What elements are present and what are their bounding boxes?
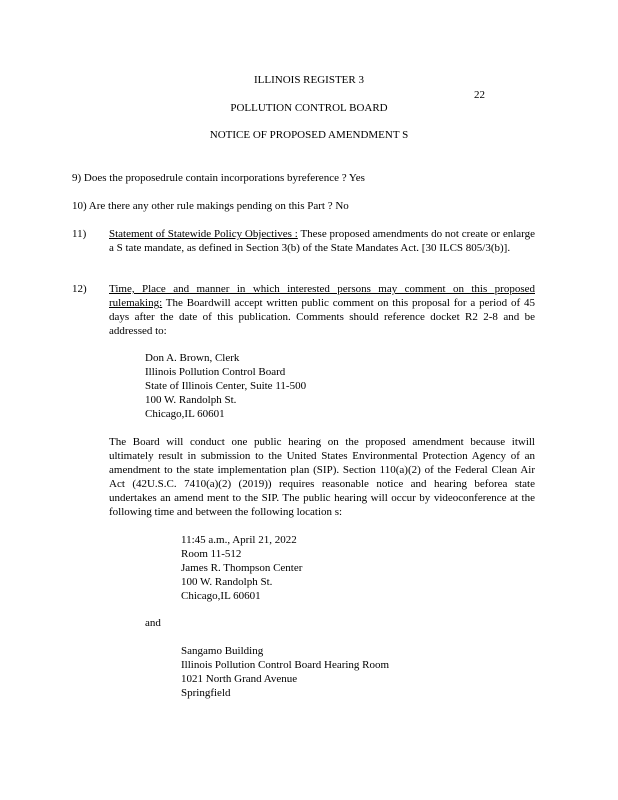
- location-line: Springfield: [181, 687, 231, 699]
- item-9-question: 9) Does the proposedrule contain incorporations byreference ? Yes: [72, 172, 365, 184]
- hearing-paragraph: The Board will conduct one public hearing on the proposed amendment because itwill ultimately result in submission to the United States Environmental Protection Agency of an amendment to the state implementation plan (SIP). Section 110(a)(2) of the Federal Clean Air Act (42U.S.C. 7410(a)(2) (2019)) requires reasonable notice and hearing beforea state undertakes an amend ment to the SIP. The public hearing will occur by videoconference at the following time and between the following location s:: [109, 436, 535, 518]
- clerk-address-block: [145, 351, 306, 421]
- address-line: Illinois Pollution Control Board: [145, 366, 286, 378]
- item-12-heading: Time, Place and manner in which interested persons may comment on this proposed rulemaking:: [109, 283, 535, 309]
- item-11-body: These proposed amendments do not create or enlarge a S tate mandate, as defined in Section 3(b) of the State Mandates Act. [30 ILCS 805/3(b)].: [109, 228, 535, 254]
- address-line: Don A. Brown, Clerk: [145, 352, 240, 364]
- item-12-number: 12): [72, 283, 87, 295]
- notice-title: NOTICE OF PROPOSED AMENDMENT S: [209, 129, 409, 141]
- item-10-question: 10) Are there any other rule makings pending on this Part ? No: [72, 200, 349, 212]
- location-line: 100 W. Randolph St.: [181, 576, 273, 588]
- location-line: 1021 North Grand Avenue: [181, 673, 298, 685]
- location-line: Sangamo Building: [181, 645, 264, 657]
- item-12-body: The Boardwill accept written public comment on this proposal for a period of 45 days after the date of this publication. Comments should reference docket R2 2-8 and be addressed to:: [109, 297, 535, 337]
- hearing-location-chicago: [181, 533, 302, 603]
- address-line: State of Illinois Center, Suite 11-500: [145, 380, 307, 392]
- board-title: POLLUTION CONTROL BOARD: [230, 102, 388, 114]
- register-title: ILLINOIS REGISTER 3: [254, 74, 364, 86]
- page-number: 22: [474, 89, 485, 101]
- location-line: 11:45 a.m., April 21, 2022: [181, 534, 297, 546]
- item-11-heading: Statement of Statewide Policy Objectives :: [109, 228, 298, 240]
- item-11-paragraph: [109, 227, 535, 255]
- and-connector: and: [145, 617, 161, 629]
- location-line: Chicago,IL 60601: [181, 590, 261, 602]
- item-12-paragraph: [109, 282, 535, 338]
- location-line: Illinois Pollution Control Board Hearing Room: [181, 659, 390, 671]
- hearing-location-springfield: [181, 644, 389, 700]
- location-line: James R. Thompson Center: [181, 562, 303, 574]
- location-line: Room 11-512: [181, 548, 242, 560]
- address-line: Chicago,IL 60601: [145, 408, 225, 420]
- address-line: 100 W. Randolph St.: [145, 394, 237, 406]
- item-11-number: 11): [72, 228, 87, 240]
